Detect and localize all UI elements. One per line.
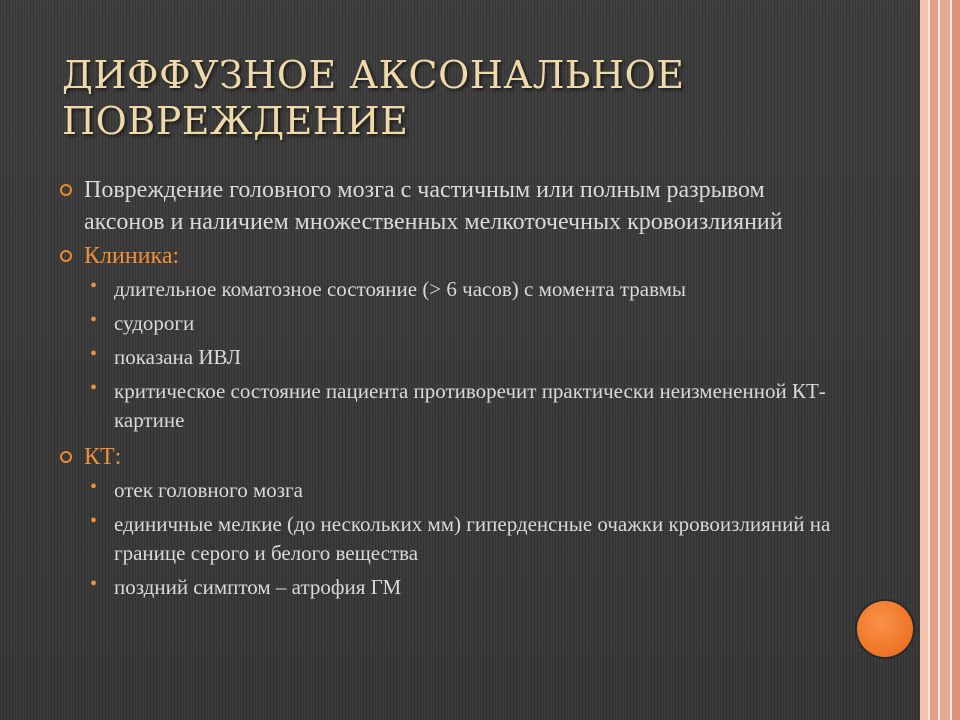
decorative-stripes — [920, 0, 960, 720]
dot-bullet-icon: • — [90, 309, 98, 331]
list-item — [60, 476, 840, 505]
dot-bullet-icon: • — [90, 275, 98, 297]
clinic-heading — [60, 240, 840, 272]
clinic-list — [60, 275, 840, 435]
ct-heading-text: КТ: — [84, 444, 122, 470]
list-item — [60, 510, 840, 568]
decorative-orange-circle — [857, 601, 913, 657]
ct-heading — [60, 441, 840, 473]
dot-bullet-icon: • — [90, 343, 98, 365]
definition-bullet — [60, 174, 840, 238]
ring-bullet-icon — [60, 250, 72, 262]
ct-list — [60, 476, 840, 602]
list-item-text: показана ИВЛ — [114, 345, 241, 369]
list-item-text: отек головного мозга — [114, 478, 303, 502]
list-item — [60, 573, 840, 602]
list-item — [60, 275, 840, 304]
list-item — [60, 377, 840, 435]
dot-bullet-icon: • — [90, 573, 98, 595]
list-item-text: судороги — [114, 311, 195, 335]
slide-title: ДИФФУЗНОЕ АКСОНАЛЬНОЕ ПОВРЕЖДЕНИЕ — [62, 53, 685, 143]
list-item-text: поздний симптом – атрофия ГМ — [114, 575, 402, 599]
list-item-text: единичные мелкие (до нескольких мм) гиперденсные очажки кровоизлияний на границе серого и белого вещества — [114, 512, 831, 565]
definition-text: Повреждение головного мозга с частичным или полным разрывом аксонов и наличием множественных мелкоточечных кровоизлияний — [84, 177, 783, 235]
list-item-text: длительное коматозное состояние (> 6 часов) с момента травмы — [114, 277, 687, 301]
dot-bullet-icon: • — [90, 510, 98, 532]
ring-bullet-icon — [60, 451, 72, 463]
dot-bullet-icon: • — [90, 377, 98, 399]
list-item-text: критическое состояние пациента противоречит практически неизмененной КТ-картине — [114, 379, 826, 432]
slide-content — [60, 174, 840, 608]
clinic-heading-text: Клиника: — [84, 243, 180, 269]
list-item — [60, 309, 840, 338]
dot-bullet-icon: • — [90, 476, 98, 498]
ring-bullet-icon — [60, 184, 72, 196]
list-item — [60, 343, 840, 372]
